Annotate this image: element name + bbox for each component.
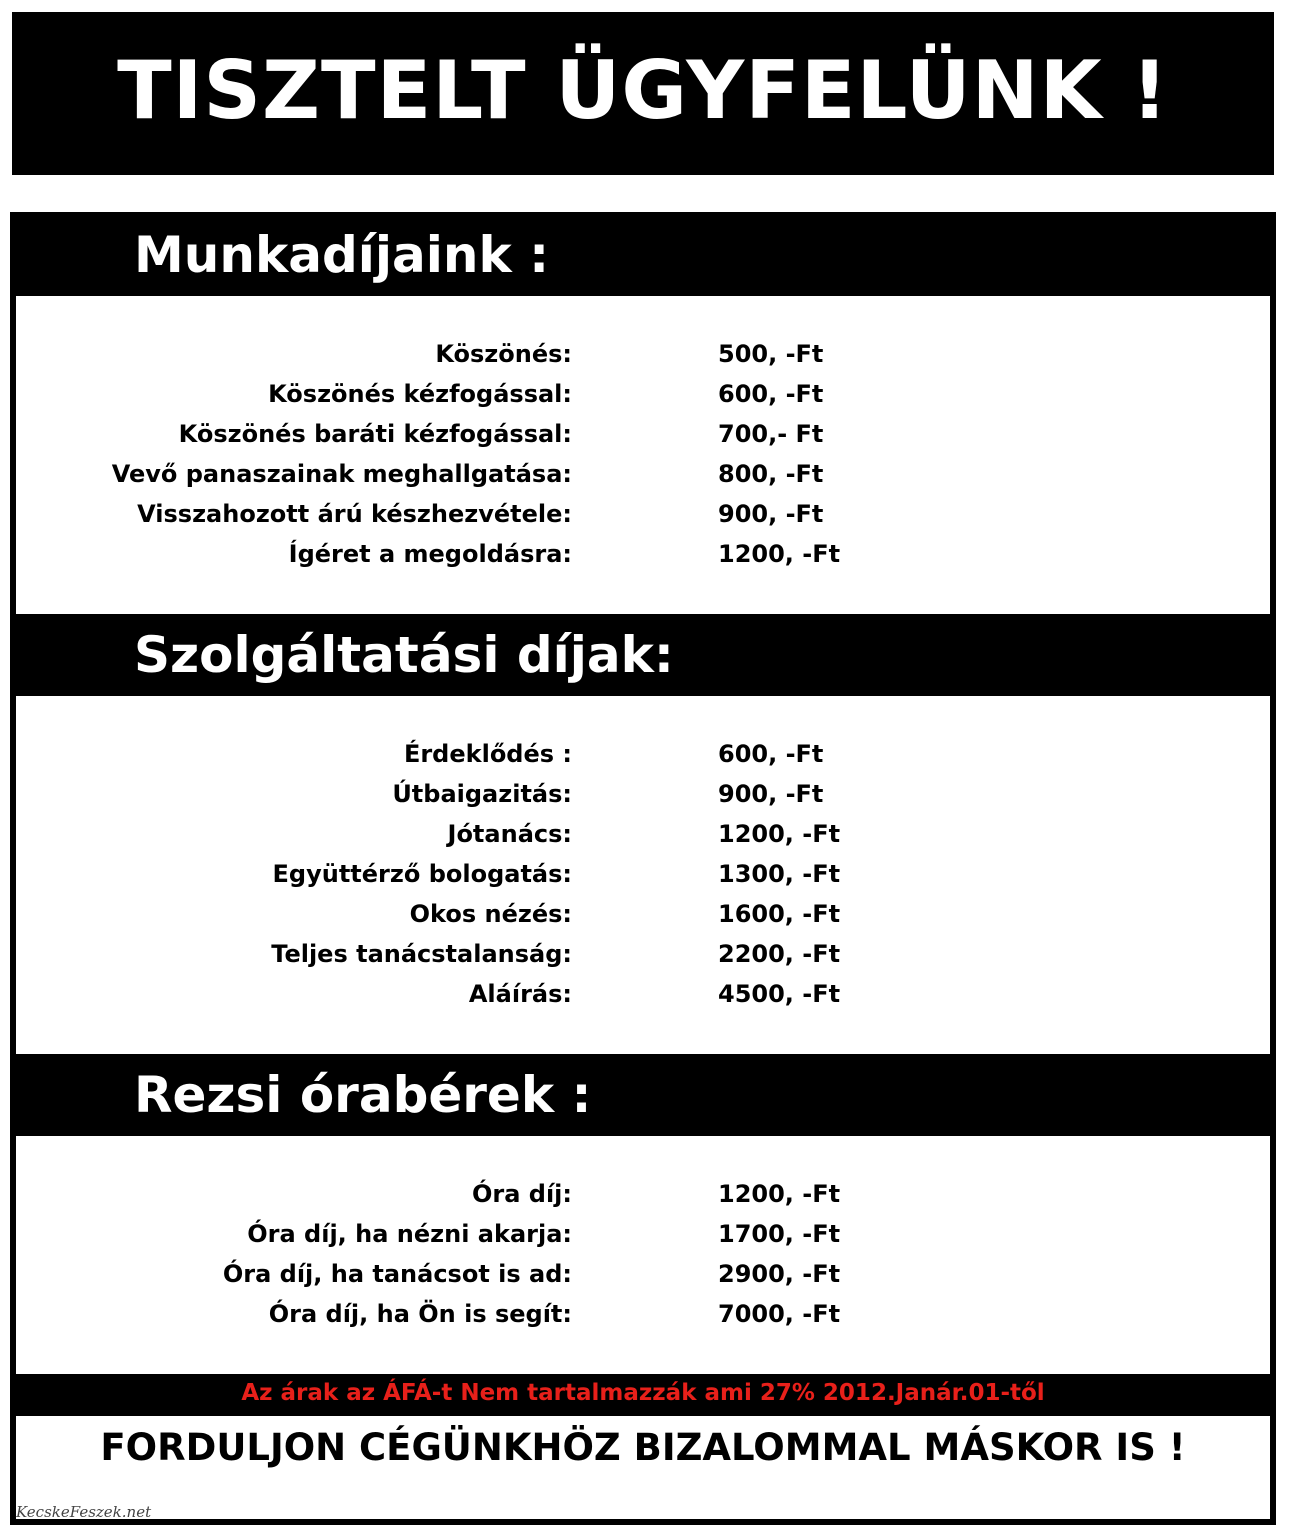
section-heading-service-fees: Szolgáltatási díjak: [134,626,674,684]
price-value: 1300, -Ft [718,860,841,888]
price-value: 600, -Ft [718,740,824,768]
price-value: 7000, -Ft [718,1300,841,1328]
price-value: 4500, -Ft [718,980,841,1008]
price-value: 900, -Ft [718,500,824,528]
section-panel-service-fees [16,696,1270,1054]
price-label: Óra díj, ha nézni akarja: [247,1220,572,1248]
price-value: 1700, -Ft [718,1220,841,1248]
price-label: Köszönés: [435,340,572,368]
price-list-frame [10,212,1276,1525]
price-value: 1200, -Ft [718,1180,841,1208]
price-row [16,540,1270,576]
price-row [16,900,1270,936]
price-label: Ígéret a megoldásra: [288,540,572,568]
price-label: Érdeklődés : [403,740,572,768]
price-row [16,1260,1270,1296]
section-heading-hourly-rates: Rezsi órabérek : [134,1066,592,1124]
price-row [16,780,1270,816]
price-label: Óra díj: [471,1180,572,1208]
price-label: Együttérző bologatás: [272,860,572,888]
title-banner [12,12,1274,175]
price-value: 2200, -Ft [718,940,841,968]
price-row [16,860,1270,896]
price-label: Visszahozott árú készhezvétele: [137,500,572,528]
price-value: 1600, -Ft [718,900,841,928]
page-title: TISZTELT ÜGYFELÜNK ! [117,44,1169,137]
price-row [16,980,1270,1016]
price-label: Vevő panaszainak meghallgatása: [111,460,572,488]
price-value: 600, -Ft [718,380,824,408]
section-heading-work-fees: Munkadíjaink : [134,226,550,284]
watermark: KecskeFeszek.net [16,1503,152,1521]
price-row [16,940,1270,976]
price-value: 900, -Ft [718,780,824,808]
price-label: Jótanács: [447,820,572,848]
price-label: Útbaigazitás: [392,780,572,808]
price-label: Óra díj, ha Ön is segít: [268,1300,572,1328]
price-label: Köszönés kézfogással: [268,380,572,408]
price-row [16,380,1270,416]
price-value: 1200, -Ft [718,540,841,568]
vat-note: Az árak az ÁFÁ-t Nem tartalmazzák ami 27% 2012.Janár.01-től [241,1380,1045,1406]
price-row [16,460,1270,496]
price-value: 1200, -Ft [718,820,841,848]
price-row [16,500,1270,536]
price-label: Teljes tanácstalanság: [271,940,572,968]
price-value: 700,- Ft [718,420,824,448]
price-label: Aláírás: [468,980,572,1008]
price-row [16,1220,1270,1256]
closing-message: FORDULJON CÉGÜNKHÖZ BIZALOMMAL MÁSKOR IS ! [16,1416,1270,1519]
price-row [16,1300,1270,1336]
price-label: Köszönés baráti kézfogással: [178,420,572,448]
price-row [16,340,1270,376]
price-value: 800, -Ft [718,460,824,488]
price-label: Okos nézés: [409,900,572,928]
price-row [16,420,1270,456]
section-panel-work-fees [16,296,1270,614]
price-row [16,1180,1270,1216]
price-row [16,740,1270,776]
price-value: 500, -Ft [718,340,824,368]
section-panel-hourly-rates [16,1136,1270,1374]
price-label: Óra díj, ha tanácsot is ad: [222,1260,572,1288]
price-row [16,820,1270,856]
price-value: 2900, -Ft [718,1260,841,1288]
